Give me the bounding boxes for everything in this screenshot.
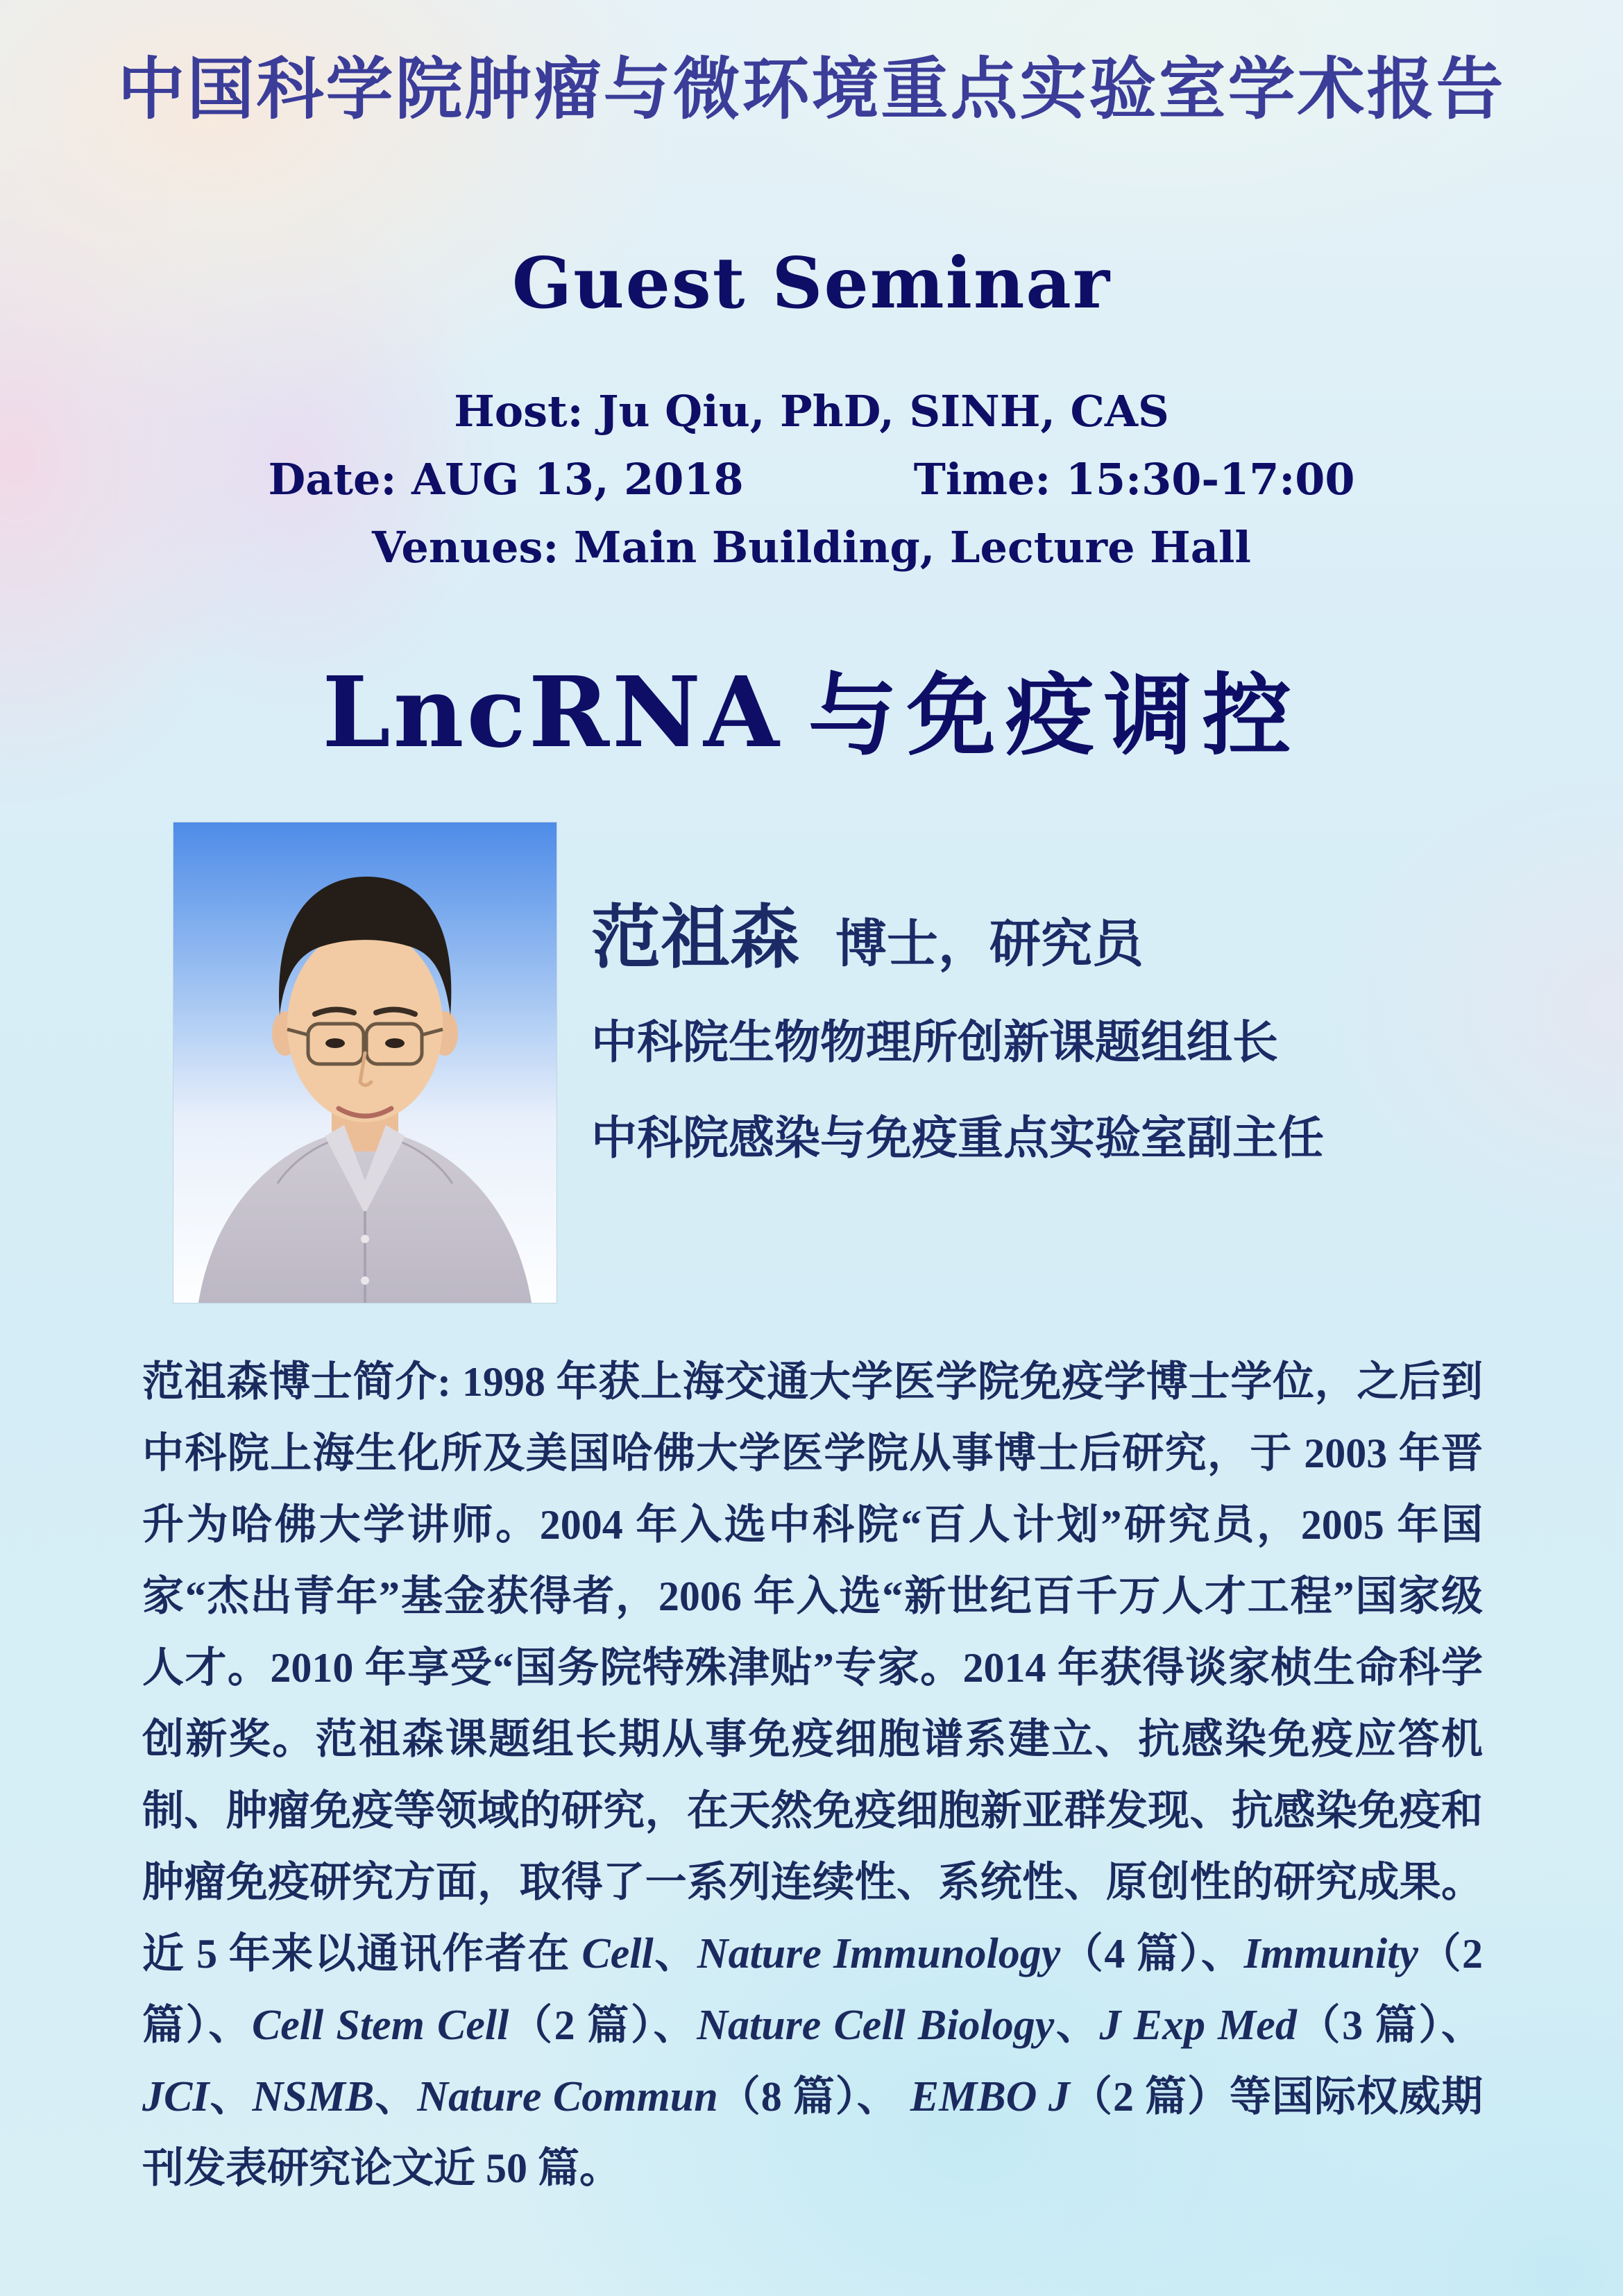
bio-segment: 、 bbox=[1054, 2002, 1100, 2048]
lab-title: 中国科学院肿瘤与微环境重点实验室学术报告 bbox=[117, 49, 1506, 128]
bio-segment: Cell bbox=[581, 1930, 654, 1977]
bio-segment: J Exp Med bbox=[1099, 2002, 1297, 2049]
bio-segment: 、 bbox=[209, 2074, 253, 2120]
bio-segment: Nature Immunology bbox=[697, 1930, 1061, 1977]
venue-line: Venues: Main Building, Lecture Hall bbox=[371, 522, 1251, 573]
bio-segment: （2 篇）、 bbox=[142, 1931, 1484, 2048]
face bbox=[287, 928, 443, 1122]
bio-segment: 、 bbox=[374, 2074, 418, 2120]
bio-segment: Nature Commun bbox=[417, 2073, 718, 2120]
time-label: Time: 15:30-17:00 bbox=[913, 454, 1355, 505]
talk-title-cjk: 与免疫调控 bbox=[808, 667, 1301, 766]
bio-segment: （2 篇）等国际权威期刊发表研究论文近 50 篇。 bbox=[142, 2074, 1484, 2191]
bio-segment: Nature Cell Biology bbox=[697, 2002, 1055, 2049]
bio-segment: （3 篇）、 bbox=[1296, 2002, 1484, 2048]
talk-title-latin: LncRNA bbox=[322, 656, 782, 770]
host-line: Host: Ju Qiu, PhD, SINH, CAS bbox=[454, 386, 1169, 437]
bio-segment: Immunity bbox=[1243, 1930, 1418, 1977]
date-time-row bbox=[0, 454, 1623, 505]
bio-segment: Cell Stem Cell bbox=[251, 2002, 509, 2049]
seminar-heading: Guest Seminar bbox=[511, 242, 1112, 324]
speaker-name: 范祖森 bbox=[591, 900, 799, 977]
bio-segment: （8 篇）、 bbox=[717, 2074, 910, 2120]
bio-segment: EMBO J bbox=[910, 2073, 1070, 2120]
bio-segment: NSMB bbox=[252, 2073, 375, 2120]
bio-paragraph bbox=[142, 1347, 1483, 2204]
speaker-title-suffix: 博士，研究员 bbox=[835, 916, 1144, 973]
bio-segment: 范祖森博士简介: 1998 年获上海交通大学医学院免疫学博士学位，之后到中科院上海生化所及美国哈佛大学医学院从事博士后研究，于 2003 年晋升为哈佛大学讲师。2004 年入选中科院“百人计划”研究员，2005 年国家“杰出青年”基金获得者，2006 年入选“新世纪百千万人才工程”国家级人才。2010 年享受“国务院特殊津贴”专家。2014 年获得谈家桢生命科学创新奖。范祖森课题组长期从事免疫细胞谱系建立、抗感染免疫应答机制、肿瘤免疫等领域的研究，在天然免疫细胞新亚群发现、抗感染免疫和肿瘤免疫研究方面，取得了一系列连续性、系统性、原创性的研究成果。近 5 年来以通讯作者在 bbox=[142, 1359, 1483, 1977]
bio-segment: 、 bbox=[653, 1931, 697, 1977]
eye-left bbox=[325, 1038, 345, 1048]
eye-right bbox=[385, 1038, 405, 1048]
speaker-name-row bbox=[591, 881, 1144, 981]
portrait-illustration bbox=[173, 822, 556, 1303]
speaker-affiliation-1: 中科院生物物理所创新课题组组长 bbox=[591, 1018, 1278, 1068]
bio-segment: JCI bbox=[142, 2073, 210, 2120]
bio-segment: （2 篇）、 bbox=[509, 2002, 697, 2048]
speaker-photo bbox=[173, 822, 556, 1303]
date-label: Date: AUG 13, 2018 bbox=[268, 454, 744, 505]
speaker-affiliation-2: 中科院感染与免疫重点实验室副主任 bbox=[591, 1113, 1324, 1164]
bio-segment: （4 篇）、 bbox=[1060, 1931, 1244, 1977]
talk-title bbox=[0, 644, 1623, 772]
